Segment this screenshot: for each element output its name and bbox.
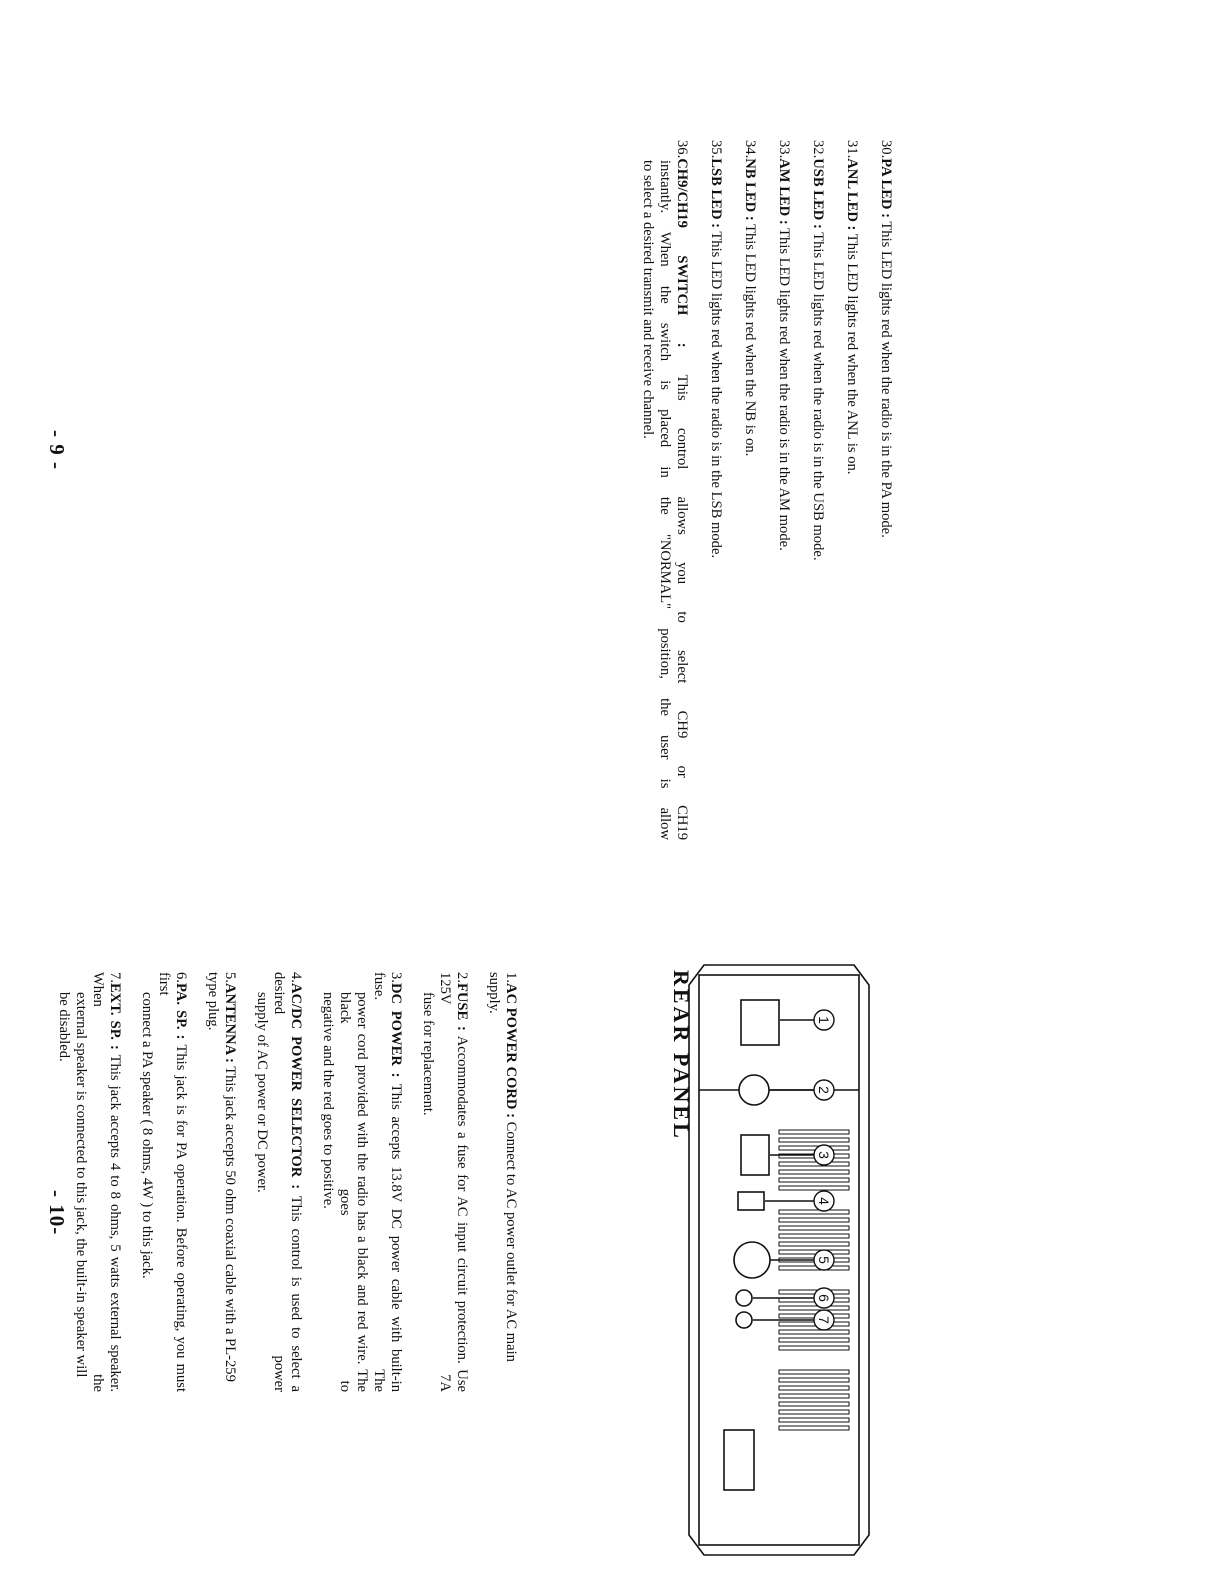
antenna-jack [734, 1242, 770, 1278]
continuation-line: power cord provided with the radio has a black and red wire. The black goes to [337, 992, 370, 1392]
continuation-line: connect a PA speaker ( 8 ohms, 4W ) to this jack. [139, 992, 155, 1279]
list-item: 5.ANTENNA : This jack accepts 50 ohm coaxial cable with a PL-259 type plug. [205, 972, 238, 1382]
callout-7: 7 [816, 1316, 832, 1324]
list-item: 31.ANL LED : This LED lights red when the ANL is on. [844, 140, 860, 475]
continuation-line: external speaker is connected to this jack, the built-in speaker will be disabled. [56, 992, 89, 1378]
continuation-line: to select a desired transmit and receive channel. [640, 160, 656, 439]
callout-6: 6 [816, 1294, 832, 1302]
callout-4: 4 [816, 1197, 832, 1205]
continuation-line: fuse for replacement. [420, 992, 436, 1116]
section-title: REAR PANEL [669, 970, 694, 1141]
callout-1: 1 [816, 1016, 832, 1024]
left-page-item-list [622, 140, 894, 840]
fuse-holder [739, 1075, 769, 1105]
dc-socket [741, 1135, 769, 1175]
continuation-line: supply of AC power or DC power. [254, 992, 270, 1193]
continuation-line: negative and the red goes to positive. [320, 992, 336, 1209]
list-item: 7.EXT. SP. : This jack accepts 4 to 8 ohms, 5 watts external speaker. When the external speaker is connected to this jack, the built-in speaker will be disabled. [56, 972, 123, 1392]
list-item: 2.FUSE : Accommodates a fuse for AC input circuit protection. Use 125V 7A fuse for replacement. [420, 972, 470, 1393]
page-number-right: - 10- [45, 1190, 69, 1236]
list-item: 30.PA LED : This LED lights red when the radio is in the PA mode. [878, 140, 894, 538]
label-plate [724, 1430, 754, 1490]
callout-5: 5 [816, 1256, 832, 1264]
page-number-left: - 9 - [45, 430, 69, 470]
callout-3: 3 [816, 1151, 832, 1159]
list-item: 33.AM LED : This LED lights red when the radio is in the AM mode. [776, 140, 792, 551]
list-item: 35.LSB LED : This LED lights red when the radio is in the LSB mode. [708, 140, 724, 559]
ext-sp-jack [736, 1312, 752, 1328]
callout-2: 2 [816, 1086, 832, 1094]
right-page-item-list [40, 972, 519, 1392]
power-selector [738, 1192, 764, 1210]
list-item: 6.PA. SP. : This jack is for PA operation. Before operating, you must first connect a PA speaker ( 8 ohms, 4W ) to this jack. [139, 972, 189, 1393]
rear-panel-diagram [684, 960, 874, 1560]
list-item: 36.CH9/CH19 SWITCH : This control allows you to select CH9 or CH19 instantly. When the switch is placed in the "NORMAL" position, the user is allow to select a desired transmit and receive channel. [640, 140, 690, 840]
list-item: 3.DC POWER : This accepts 13.8V DC power cable with built-in fuse. The power cord provided with the radio has a black and red wire. The black goes to negative and the red goes to positive. [320, 972, 404, 1392]
list-item: 34.NB LED : This LED lights red when the NB is on. [742, 140, 758, 457]
list-item: 32.USB LED : This LED lights red when the radio is in the USB mode. [810, 140, 826, 561]
list-item: 1.AC POWER CORD : Connect to AC power outlet for AC main supply. [486, 972, 519, 1362]
ac-socket [741, 1000, 779, 1045]
list-item: 4.AC/DC POWER SELECTOR : This control is used to select a desired power supply of AC power or DC power. [254, 972, 304, 1392]
pa-sp-jack [736, 1290, 752, 1306]
continuation-line: instantly. When the switch is placed in the "NORMAL" position, the user is allow [657, 160, 673, 840]
